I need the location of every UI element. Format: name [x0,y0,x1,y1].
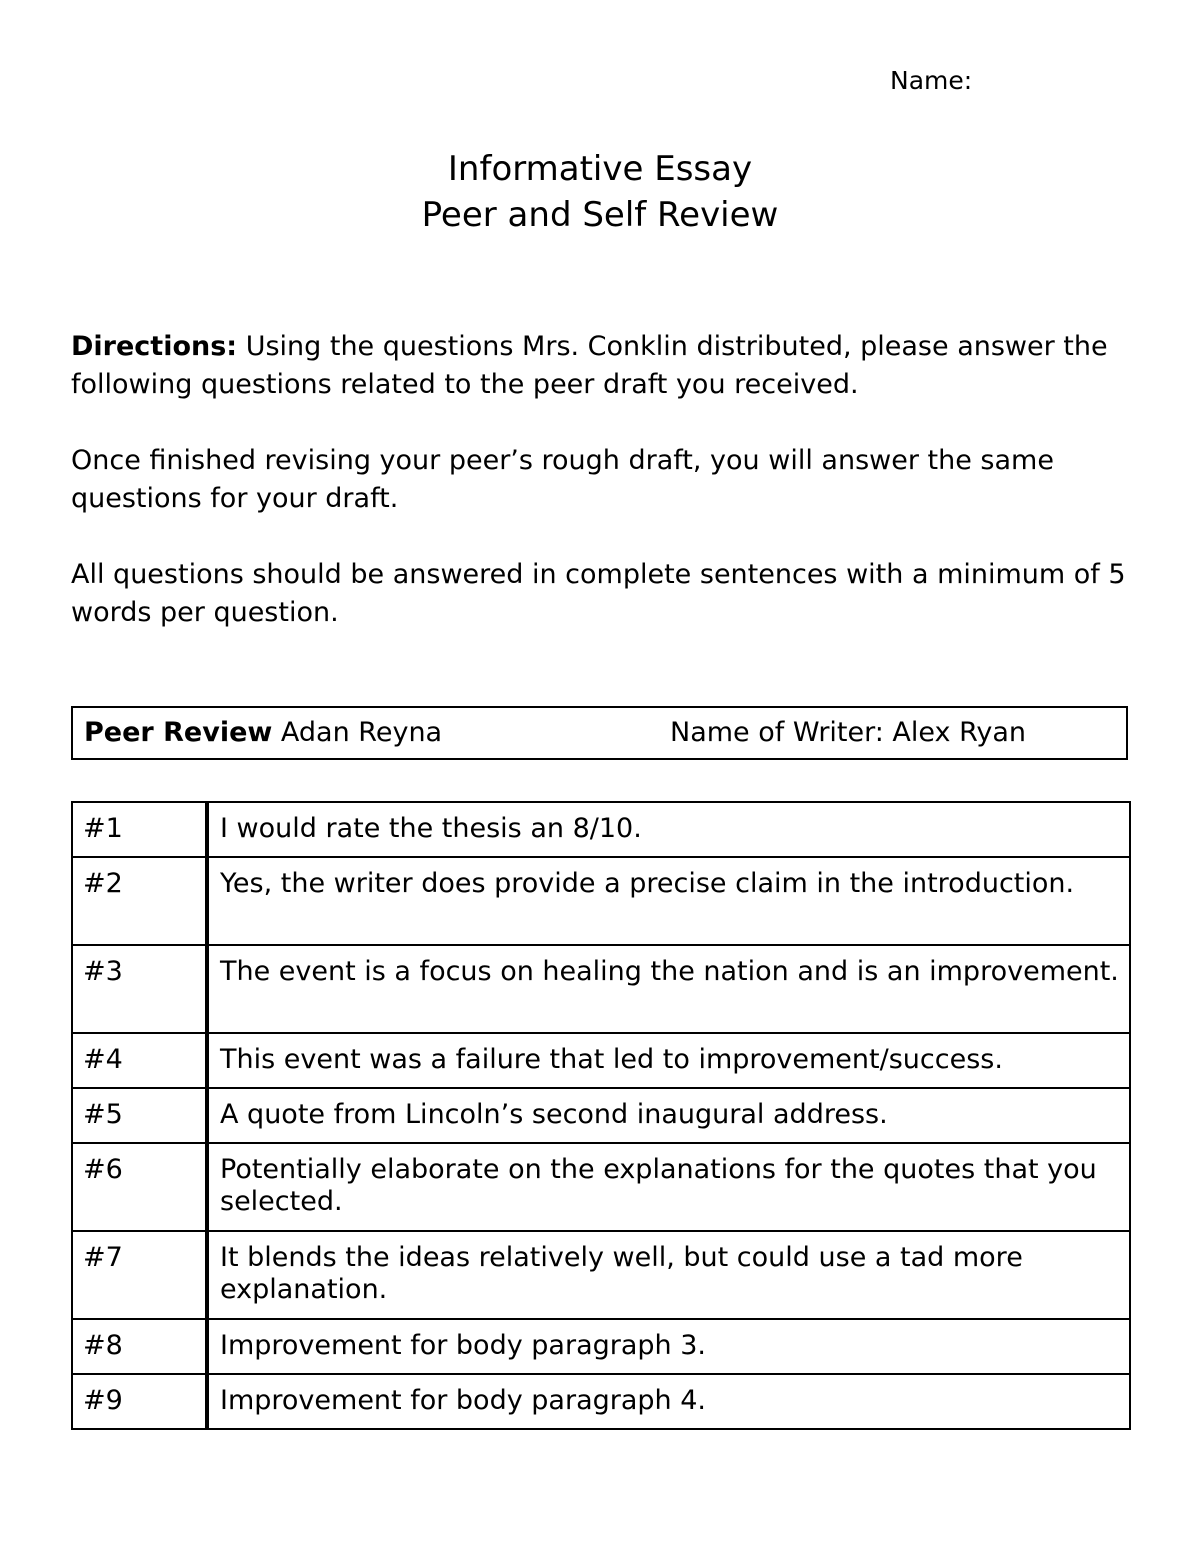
table-row [72,1033,1130,1088]
answer-text: Yes, the writer does provide a precise claim in the introduction. [207,857,1130,945]
directions-label: Directions: [71,331,238,362]
title-line-2: Peer and Self Review [421,195,779,235]
answer-text: I would rate the thesis an 8/10. [207,802,1130,857]
question-number: #5 [72,1088,207,1143]
table-row [72,1088,1130,1143]
directions-paragraph-2: Once finished revising your peer’s rough draft, you will answer the same questions for your draft. [71,445,1054,514]
writer-name: Name of Writer: Alex Ryan [670,717,1027,748]
directions-text-1: Using the questions Mrs. Conklin distributed, please answer the following questions related to the peer draft you received. [71,331,1108,400]
answer-text: Improvement for body paragraph 4. [207,1374,1130,1429]
question-number: #9 [72,1374,207,1429]
peer-review-header [71,706,1128,760]
question-number: #4 [72,1033,207,1088]
table-row [72,1231,1130,1319]
answers-table [71,801,1131,1430]
answer-text: A quote from Lincoln’s second inaugural address. [207,1088,1130,1143]
table-row [72,1143,1130,1231]
question-number: #7 [72,1231,207,1319]
table-row [72,1319,1130,1374]
peer-review-label: Peer Review [84,717,273,748]
table-row [72,802,1130,857]
page-title [0,146,1200,238]
peer-review-reviewer [84,717,442,748]
answer-text: It blends the ideas relatively well, but could use a tad more explanation. [207,1231,1130,1319]
title-line-1: Informative Essay [447,149,753,189]
table-row [72,1374,1130,1429]
answer-text: The event is a focus on healing the nation and is an improvement. [207,945,1130,1033]
question-number: #2 [72,857,207,945]
question-number: #1 [72,802,207,857]
directions-section [71,328,1141,670]
name-label: Name: [890,66,973,95]
answer-text: This event was a failure that led to improvement/success. [207,1033,1130,1088]
table-row [72,945,1130,1033]
answer-text: Potentially elaborate on the explanations for the quotes that you selected. [207,1143,1130,1231]
question-number: #3 [72,945,207,1033]
question-number: #8 [72,1319,207,1374]
question-number: #6 [72,1143,207,1231]
table-row [72,857,1130,945]
answer-text: Improvement for body paragraph 3. [207,1319,1130,1374]
directions-paragraph-3: All questions should be answered in complete sentences with a minimum of 5 words per question. [71,559,1126,628]
directions-paragraph-1 [71,328,1141,404]
reviewer-name: Adan Reyna [272,717,443,748]
